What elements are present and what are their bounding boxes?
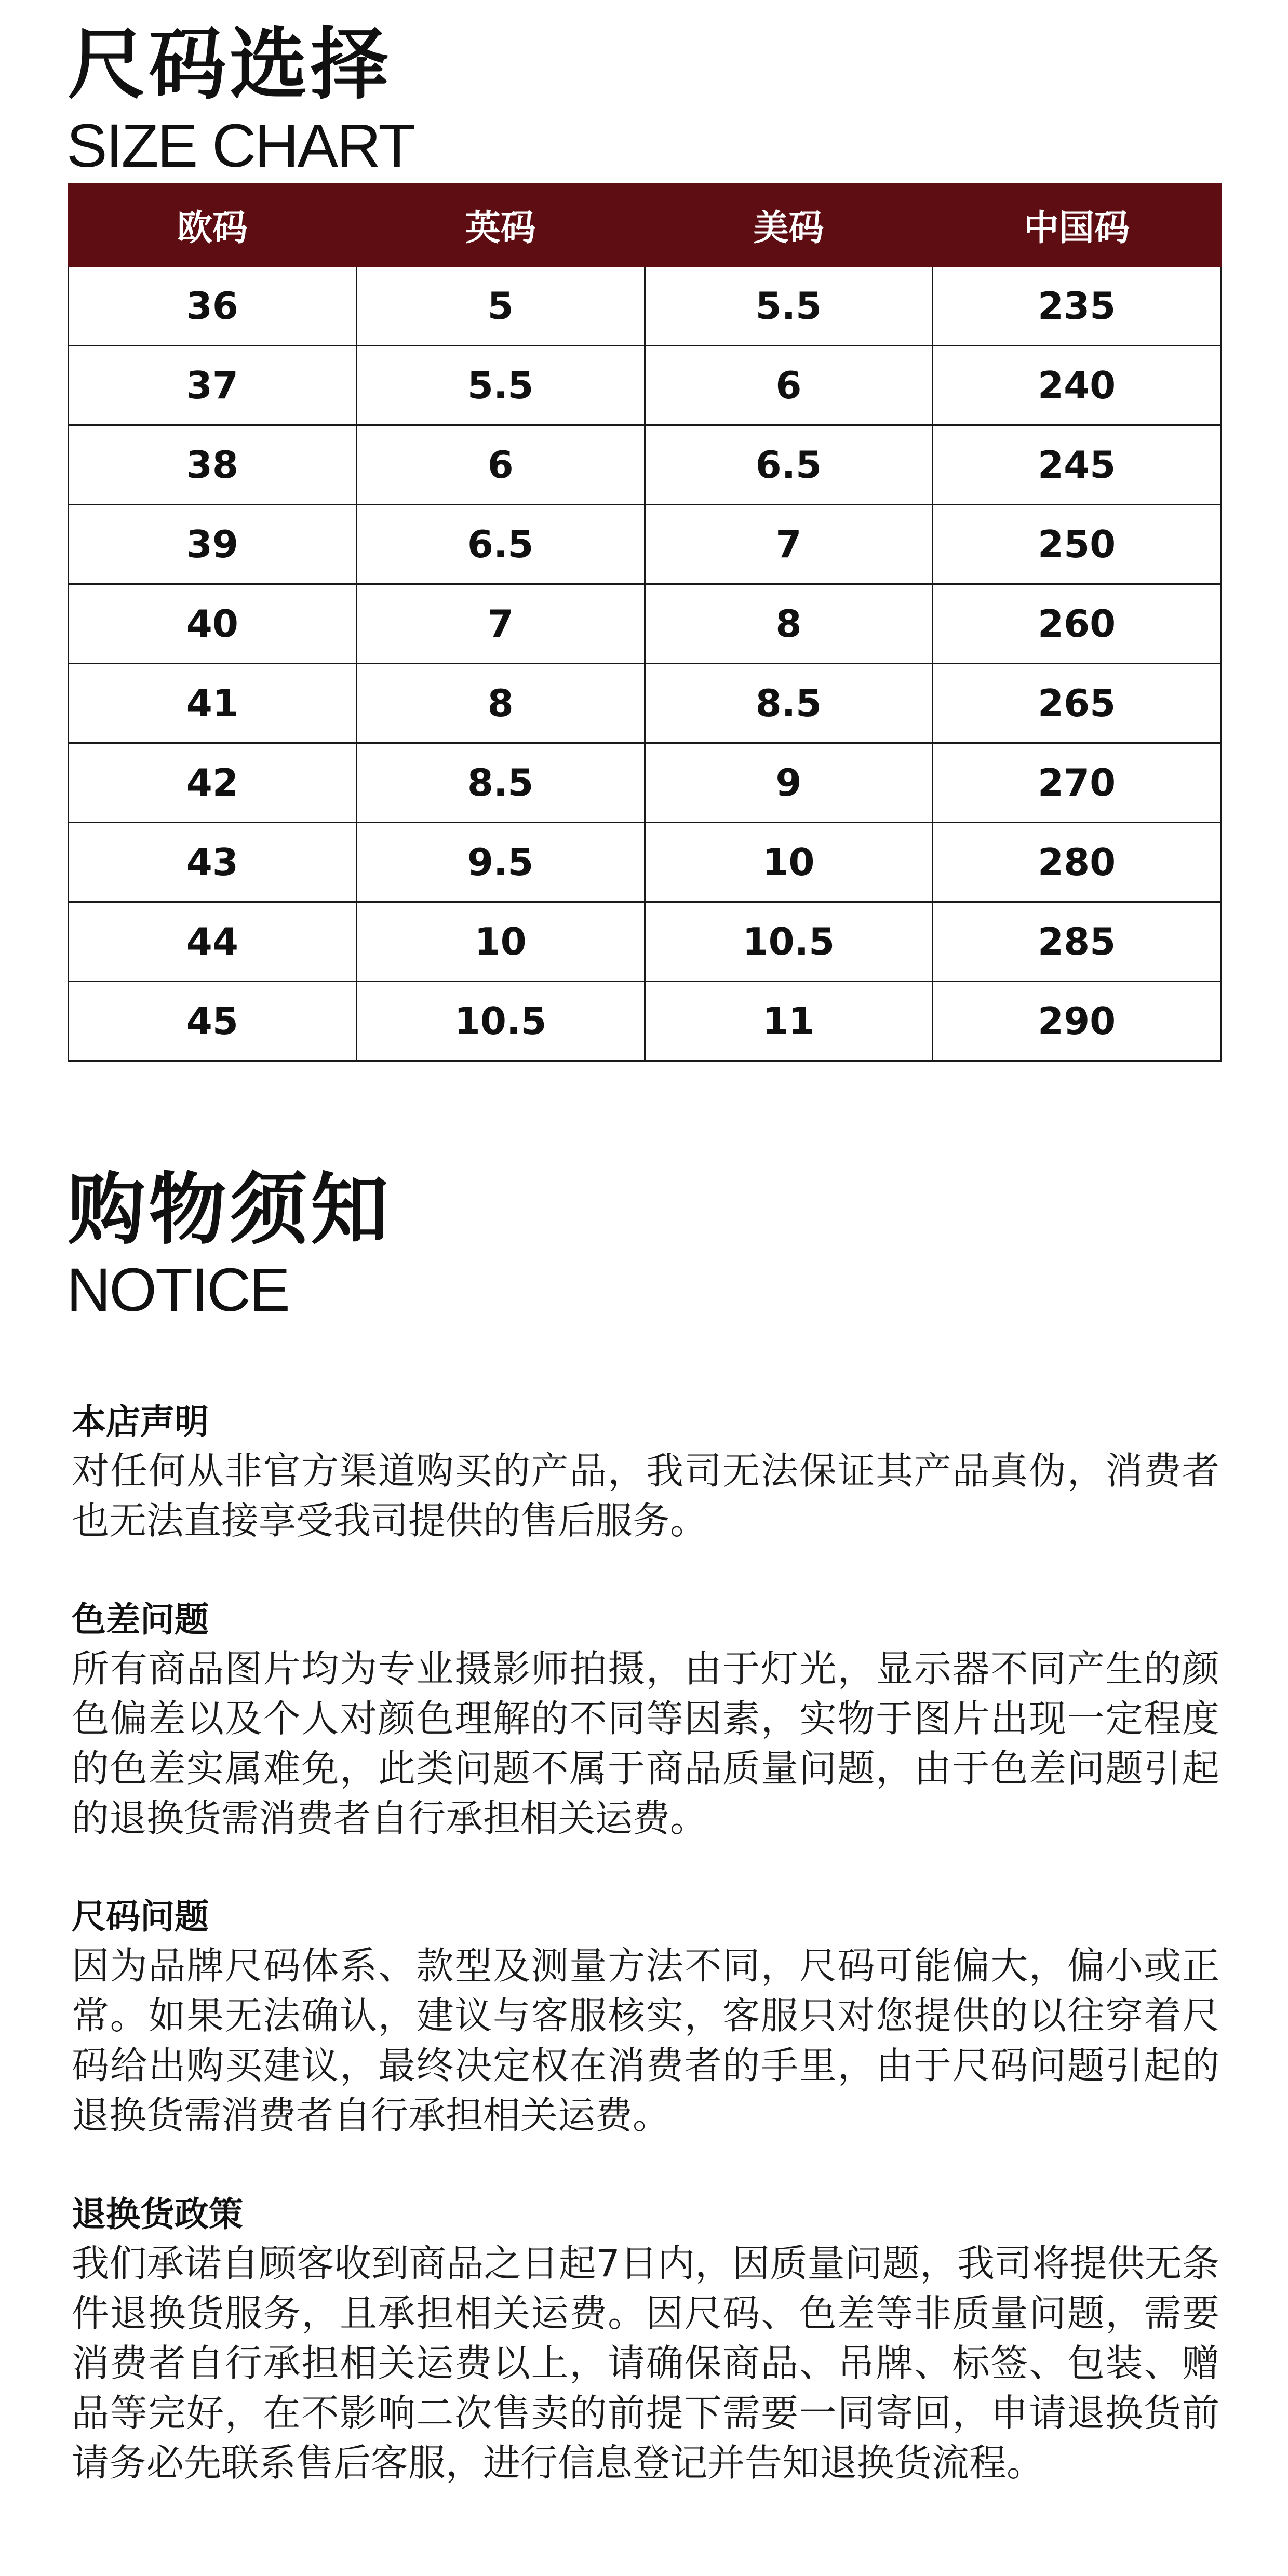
- table-row: [69, 425, 1221, 505]
- notice-size-issue: [72, 1893, 1219, 2140]
- us-size-cell: 8: [645, 584, 933, 664]
- column-header-uk: 英码: [356, 184, 645, 266]
- table-row: [69, 743, 1221, 823]
- notice-title: 购物须知: [68, 1165, 392, 1255]
- eu-size-cell: 41: [69, 664, 357, 743]
- eu-size-cell: 45: [69, 982, 357, 1061]
- us-size-cell: 7: [645, 505, 933, 584]
- notice-heading: 退换货政策: [72, 2194, 243, 2234]
- notice-subtitle: NOTICE: [66, 1256, 289, 1324]
- eu-size-cell: 44: [69, 902, 357, 982]
- column-header-us: 美码: [645, 184, 933, 266]
- eu-size-cell: 43: [69, 823, 357, 902]
- eu-size-cell: 38: [69, 425, 357, 505]
- eu-size-cell: 42: [69, 743, 357, 823]
- size-chart-subtitle: SIZE CHART: [66, 112, 414, 180]
- column-header-cn: 中国码: [933, 184, 1221, 266]
- uk-size-cell: 5.5: [356, 346, 645, 425]
- us-size-cell: 5.5: [645, 266, 933, 346]
- cn-size-cell: 235: [933, 266, 1221, 346]
- uk-size-cell: 7: [356, 584, 645, 664]
- cn-size-cell: 290: [933, 982, 1221, 1061]
- us-size-cell: 8.5: [645, 664, 933, 743]
- size-table-header-row: [69, 184, 1221, 266]
- uk-size-cell: 5: [356, 266, 645, 346]
- us-size-cell: 11: [645, 982, 933, 1061]
- cn-size-cell: 245: [933, 425, 1221, 505]
- eu-size-cell: 40: [69, 584, 357, 664]
- uk-size-cell: 8: [356, 664, 645, 743]
- size-chart-table: [68, 183, 1222, 1062]
- table-row: [69, 266, 1221, 346]
- cn-size-cell: 250: [933, 505, 1221, 584]
- uk-size-cell: 10.5: [356, 982, 645, 1061]
- notice-heading: 色差问题: [72, 1600, 209, 1640]
- size-chart-title: 尺码选择: [68, 20, 392, 110]
- notice-body: 我们承诺自顾客收到商品之日起7日内，因质量问题，我司将提供无条件退换货服务，且承担相关运费。因尺码、色差等非质量问题，需要消费者自行承担相关运费以上，请确保商品、吊牌、标签、包装、赠品等完好，在不影响二次售卖的前提下需要一同寄回，申请退换货前请务必先联系售后客服，进行信息登记并告知退换货流程。: [72, 2242, 1219, 2485]
- table-row: [69, 505, 1221, 584]
- notice-return-policy: [72, 2191, 1219, 2488]
- us-size-cell: 9: [645, 743, 933, 823]
- notice-body: 因为品牌尺码体系、款型及测量方法不同，尺码可能偏大，偏小或正常。如果无法确认，建议与客服核实，客服只对您提供的以往穿着尺码给出购买建议，最终决定权在消费者的手里，由于尺码问题引起的退换货需消费者自行承担相关运费。: [72, 1944, 1219, 2137]
- notice-body: 对任何从非官方渠道购买的产品，我司无法保证其产品真伪，消费者也无法直接享受我司提供的售后服务。: [72, 1449, 1219, 1542]
- notice-heading: 本店声明: [72, 1402, 209, 1442]
- notice-store-statement: [72, 1398, 1219, 1546]
- cn-size-cell: 260: [933, 584, 1221, 664]
- uk-size-cell: 8.5: [356, 743, 645, 823]
- eu-size-cell: 39: [69, 505, 357, 584]
- notice-color-difference: [72, 1596, 1219, 1843]
- us-size-cell: 10.5: [645, 902, 933, 982]
- table-row: [69, 823, 1221, 902]
- cn-size-cell: 270: [933, 743, 1221, 823]
- notice-heading: 尺码问题: [72, 1897, 209, 1937]
- us-size-cell: 10: [645, 823, 933, 902]
- table-row: [69, 902, 1221, 982]
- table-row: [69, 982, 1221, 1061]
- table-row: [69, 664, 1221, 743]
- eu-size-cell: 36: [69, 266, 357, 346]
- uk-size-cell: 6: [356, 425, 645, 505]
- uk-size-cell: 10: [356, 902, 645, 982]
- cn-size-cell: 285: [933, 902, 1221, 982]
- cn-size-cell: 265: [933, 664, 1221, 743]
- table-row: [69, 584, 1221, 664]
- us-size-cell: 6: [645, 346, 933, 425]
- table-row: [69, 346, 1221, 425]
- uk-size-cell: 9.5: [356, 823, 645, 902]
- cn-size-cell: 240: [933, 346, 1221, 425]
- notice-body: 所有商品图片均为专业摄影师拍摄，由于灯光，显示器不同产生的颜色偏差以及个人对颜色理解的不同等因素，实物于图片出现一定程度的色差实属难免，此类问题不属于商品质量问题，由于色差问题引起的退换货需消费者自行承担相关运费。: [72, 1647, 1219, 1840]
- uk-size-cell: 6.5: [356, 505, 645, 584]
- cn-size-cell: 280: [933, 823, 1221, 902]
- us-size-cell: 6.5: [645, 425, 933, 505]
- column-header-eu: 欧码: [69, 184, 357, 266]
- eu-size-cell: 37: [69, 346, 357, 425]
